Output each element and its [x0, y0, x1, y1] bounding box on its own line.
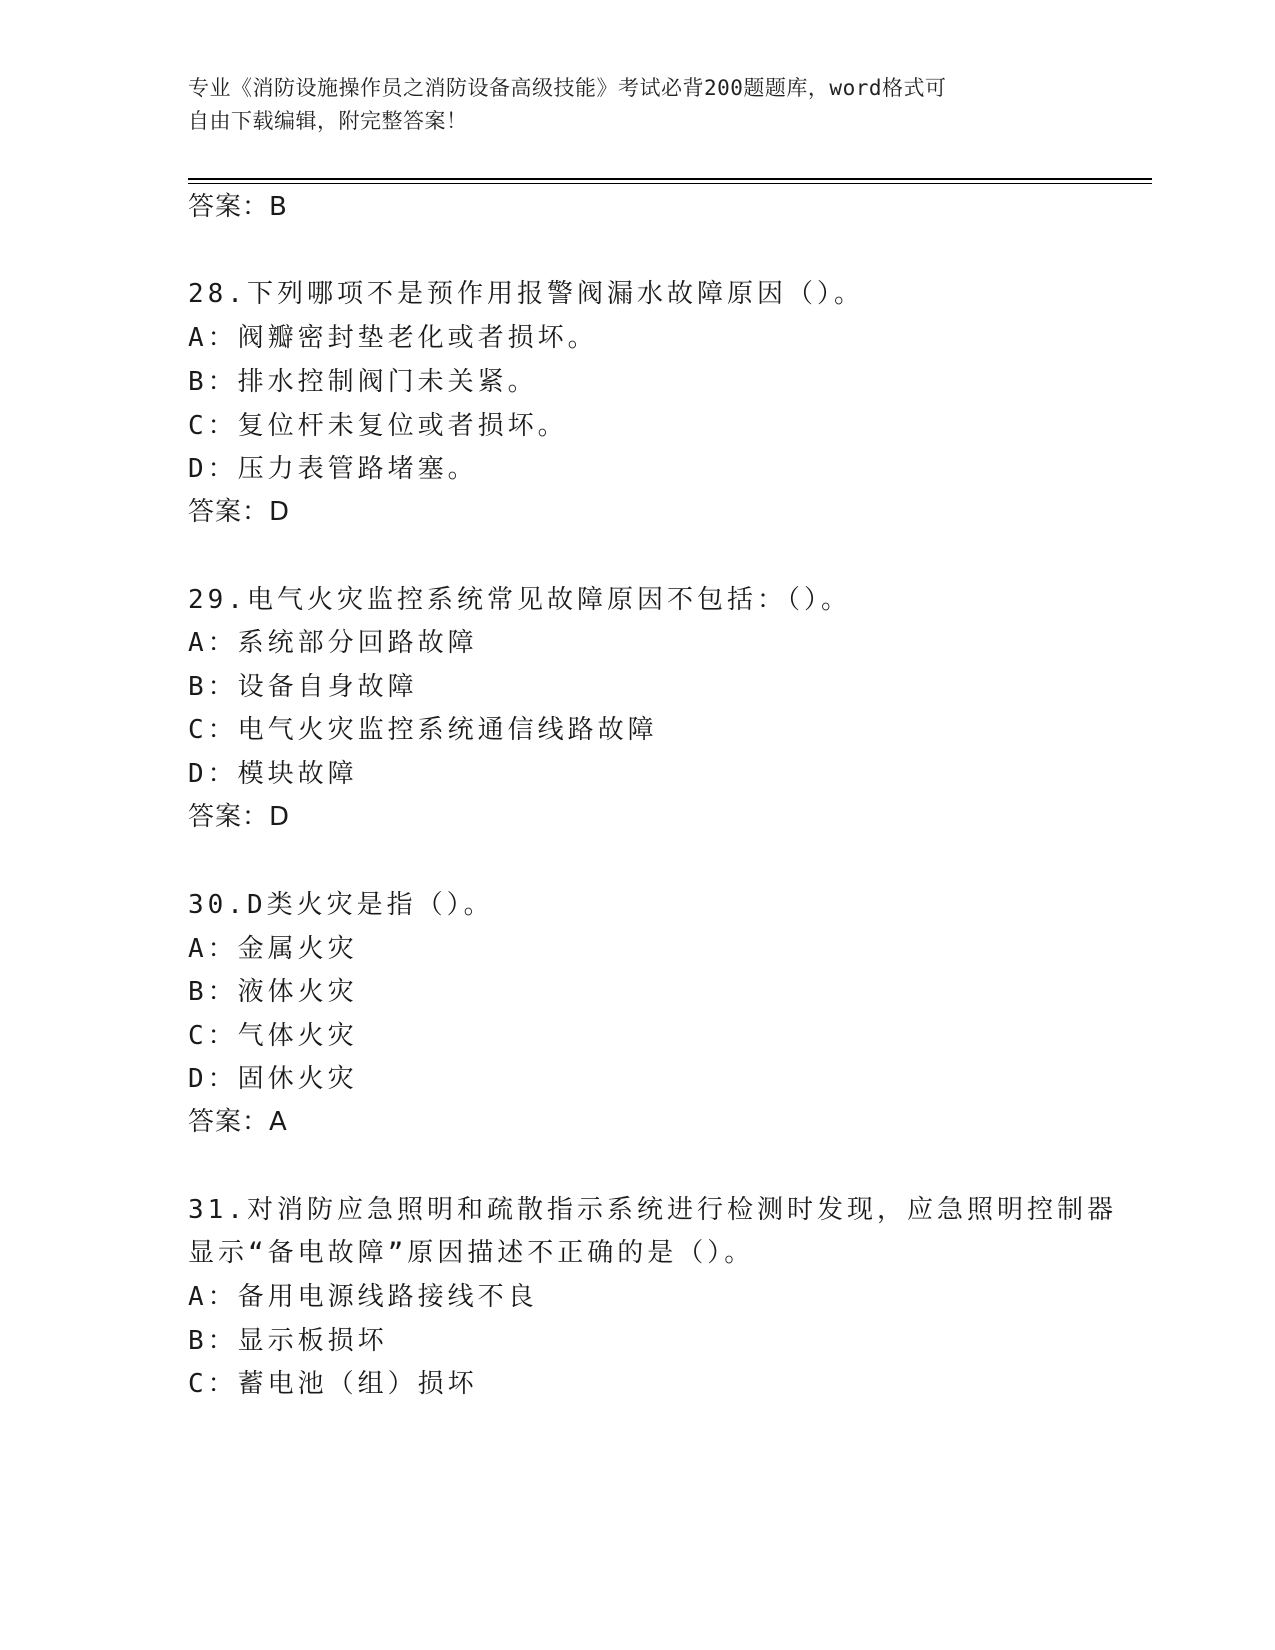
header-line-1: 专业《消防设施操作员之消防设备高级技能》考试必背200题题库，word格式可 [188, 76, 947, 100]
question-28-stem: 28.下列哪项不是预作用报警阀漏水故障原因（）。 [188, 279, 864, 309]
question-28-option-b: B：排水控制阀门未关紧。 [188, 367, 538, 397]
answer-q29: 答案：D [188, 802, 291, 832]
question-31-option-b: B：显示板损坏 [188, 1326, 388, 1356]
header-divider-thin [188, 183, 1152, 184]
question-30-stem: 30.D类火灾是指（）。 [188, 890, 494, 920]
question-29-option-d: D：模块故障 [188, 759, 358, 789]
question-31-stem-line-2: 显示“备电故障”原因描述不正确的是（）。 [188, 1238, 755, 1268]
question-30-option-a: A：金属火灾 [188, 934, 358, 964]
question-30-option-c: C：气体火灾 [188, 1021, 358, 1051]
header-line-2: 自由下载编辑，附完整答案！ [188, 109, 468, 133]
question-31-stem-line-1: 31.对消防应急照明和疏散指示系统进行检测时发现，应急照明控制器 [188, 1195, 1117, 1225]
question-29-option-a: A：系统部分回路故障 [188, 628, 478, 658]
question-28-option-d: D：压力表管路堵塞。 [188, 454, 478, 484]
header-divider-thick [188, 178, 1152, 180]
question-30-option-d: D：固休火灾 [188, 1064, 358, 1094]
question-31-option-a: A：备用电源线路接线不良 [188, 1282, 538, 1312]
question-31-option-c: C：蓄电池（组）损坏 [188, 1369, 478, 1399]
question-28-option-a: A：阀瓣密封垫老化或者损坏。 [188, 323, 598, 353]
question-30-option-b: B：液体火灾 [188, 977, 358, 1007]
answer-q27: 答案：B [188, 192, 288, 222]
question-29-stem: 29.电气火灾监控系统常见故障原因不包括：（）。 [188, 585, 851, 615]
question-29-option-c: C：电气火灾监控系统通信线路故障 [188, 715, 658, 745]
document-header [188, 72, 1088, 138]
answer-q30: 答案：A [188, 1107, 288, 1137]
answer-q28: 答案：D [188, 497, 291, 527]
question-28-option-c: C：复位杆未复位或者损坏。 [188, 411, 568, 441]
question-29-option-b: B：设备自身故障 [188, 672, 418, 702]
